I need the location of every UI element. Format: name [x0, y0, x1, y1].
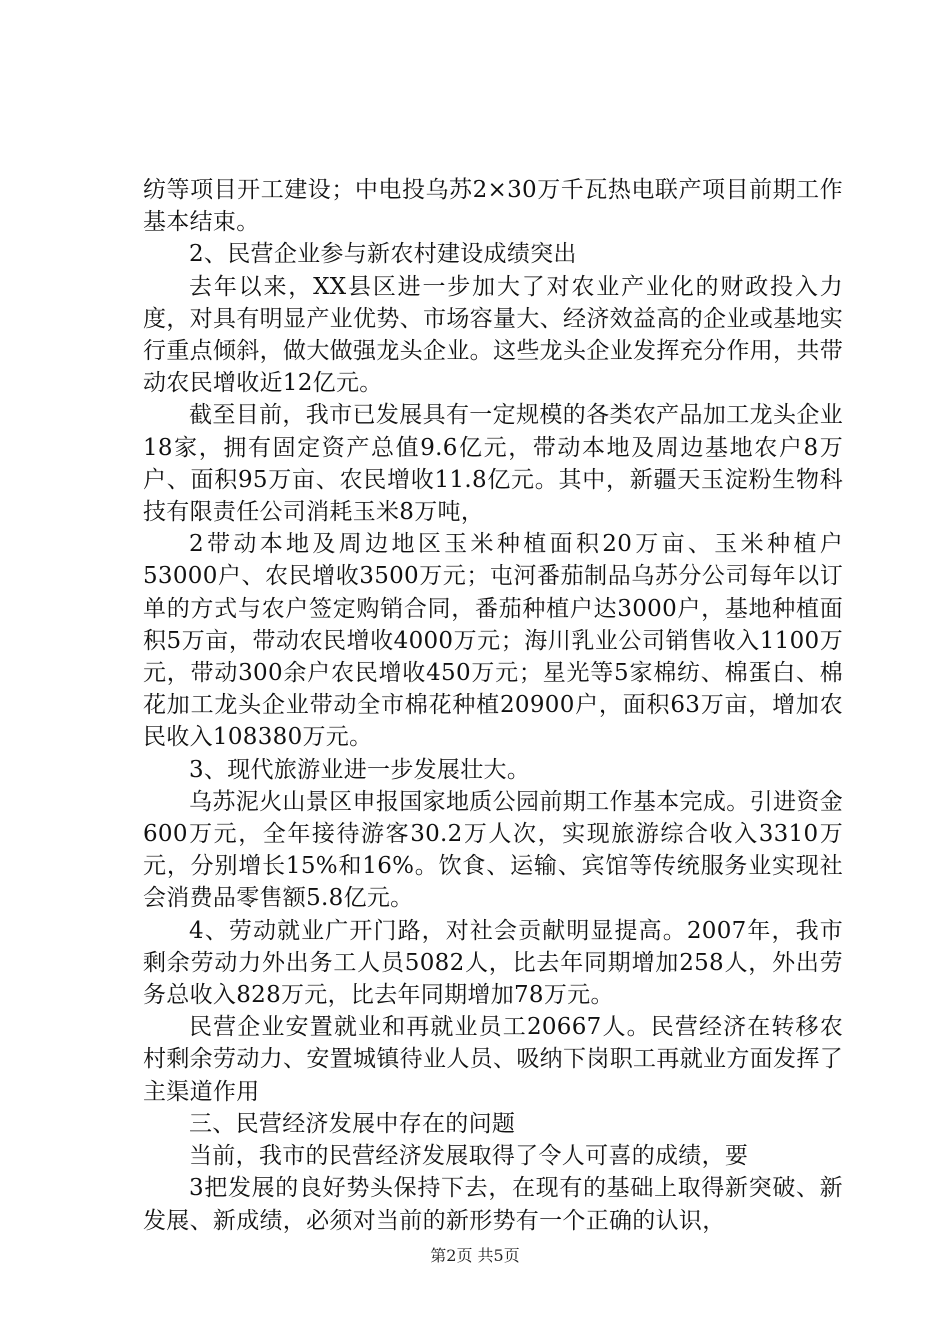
document-body [143, 174, 843, 1237]
paragraph: 3把发展的良好势头保持下去，在现有的基础上取得新突破、新发展、新成绩，必须对当前的新形势有一个正确的认识， [143, 1175, 843, 1234]
paragraph-continuation: 纺等项目开工建设；中电投乌苏2×30万千瓦热电联产项目前期工作基本结束。 [143, 177, 843, 236]
page-number-footer: 第2页 共5页 [430, 1246, 520, 1265]
paragraph: 2带动本地及周边地区玉米种植面积20万亩、玉米种植户53000户、农民增收3500万元；屯河番茄制品乌苏分公司每年以订单的方式与农户签定购销合同，番茄种植户达3000户，基地种植面积5万亩，带动农民增收4000万元；海川乳业公司销售收入1100万元，带动300余户农民增收450万元；星光等5家棉纺、棉蛋白、棉花加工龙头企业带动全市棉花种植20900户，面积63万亩，增加农民收入108380万元。 [143, 531, 843, 751]
paragraph: 民营企业安置就业和再就业员工20667人。民营经济在转移农村剩余劳动力、安置城镇待业人员、吸纳下岗职工再就业方面发挥了主渠道作用 [143, 1014, 843, 1105]
paragraph: 当前，我市的民营经济发展取得了令人可喜的成绩，要 [189, 1143, 749, 1170]
section-heading-3: 3、现代旅游业进一步发展壮大。 [189, 756, 531, 783]
paragraph: 截至目前，我市已发展具有一定规模的各类农产品加工龙头企业18家，拥有固定资产总值9.6亿元，带动本地及周边基地农户8万户、面积95万亩、农民增收11.8亿元。其中，新疆天玉淀粉生物科技有限责任公司消耗玉米8万吨， [143, 402, 843, 526]
chapter-heading: 三、民营经济发展中存在的问题 [189, 1110, 516, 1137]
paragraph: 乌苏泥火山景区申报国家地质公园前期工作基本完成。引进资金600万元，全年接待游客30.2万人次，实现旅游综合收入3310万元，分别增长15%和16%。饮食、运输、宾馆等传统服务业实现社会消费品零售额5.8亿元。 [143, 788, 843, 912]
section-heading-2: 2、民营企业参与新农村建设成绩突出 [189, 241, 577, 268]
section-heading-4: 4、劳动就业广开门路，对社会贡献明显提高。2007年，我市剩余劳动力外出务工人员5082人，比去年同期增加258人，外出劳务总收入828万元，比去年同期增加78万元。 [143, 917, 843, 1009]
paragraph: 去年以来，XX县区进一步加大了对农业产业化的财政投入力度，对具有明显产业优势、市场容量大、经济效益高的企业或基地实行重点倾斜，做大做强龙头企业。这些龙头企业发挥充分作用，共带动农民增收近12亿元。 [143, 273, 843, 397]
